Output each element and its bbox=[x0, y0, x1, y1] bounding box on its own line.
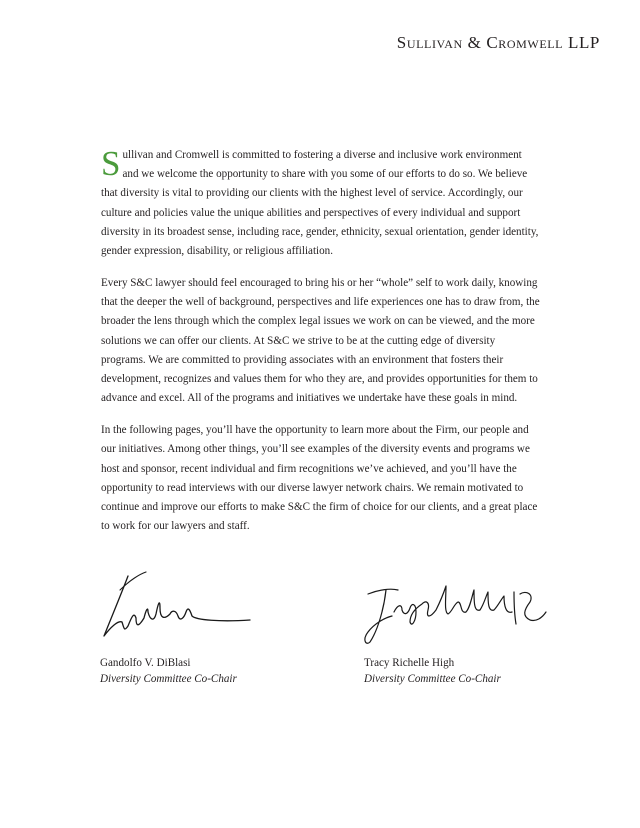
signature-high-image bbox=[364, 568, 564, 648]
signature-block-diblasi bbox=[100, 568, 260, 685]
drop-cap: S bbox=[101, 144, 121, 183]
letter-body bbox=[101, 146, 540, 549]
signer-name: Tracy Richelle High bbox=[364, 657, 455, 669]
paragraph-1 bbox=[101, 146, 540, 261]
paragraph-2: Every S&C lawyer should feel encouraged to bring his or her “whole” self to work daily, knowing that the deeper the well of background, perspectives and life experiences one has to draw from, the broader the lens through which the complex legal issues we work on can be viewed, and the more solutions we can offer our clients. At S&C we strive to be at the cutting edge of diversity programs. We are committed to providing associates with an environment that fosters their development, recognizes and values them for who they are, and provides opportunities for them to advance and excel. All of the programs and initiatives we undertake have these goals in mind. bbox=[101, 277, 540, 405]
signer-name: Gandolfo V. DiBlasi bbox=[100, 657, 191, 669]
signer-title: Diversity Committee Co-Chair bbox=[364, 673, 501, 685]
firm-logo: Sullivan & Cromwell LLP bbox=[396, 33, 600, 52]
signature-diblasi-image bbox=[100, 568, 260, 648]
signature-block-high bbox=[364, 568, 564, 685]
paragraph-1-text: ullivan and Cromwell is committed to fostering a diverse and inclusive work environment and we welcome the opportunity to share with you some of our efforts to do so. We believe that diversity is vital to providing our clients with the highest level of service. Accordingly, our culture and policies value the unique abilities and perspectives of every individual and support diversity in its broadest sense, including race, gender, ethnicity, sexual orientation, gender identity, gender expression, disability, or religious affiliation. bbox=[101, 149, 539, 258]
signer-title: Diversity Committee Co-Chair bbox=[100, 673, 237, 685]
paragraph-3: In the following pages, you’ll have the opportunity to learn more about the Firm, our people and our initiatives. Among other things, you’ll see examples of the diversity events and programs we host and sponsor, recent individual and firm recognitions we’ve achieved, and you’ll have the opportunity to read interviews with our diverse lawyer network chairs. We remain motivated to continue and improve our efforts to make S&C the firm of choice for our clients, and a great place to work for our lawyers and staff. bbox=[101, 424, 538, 533]
